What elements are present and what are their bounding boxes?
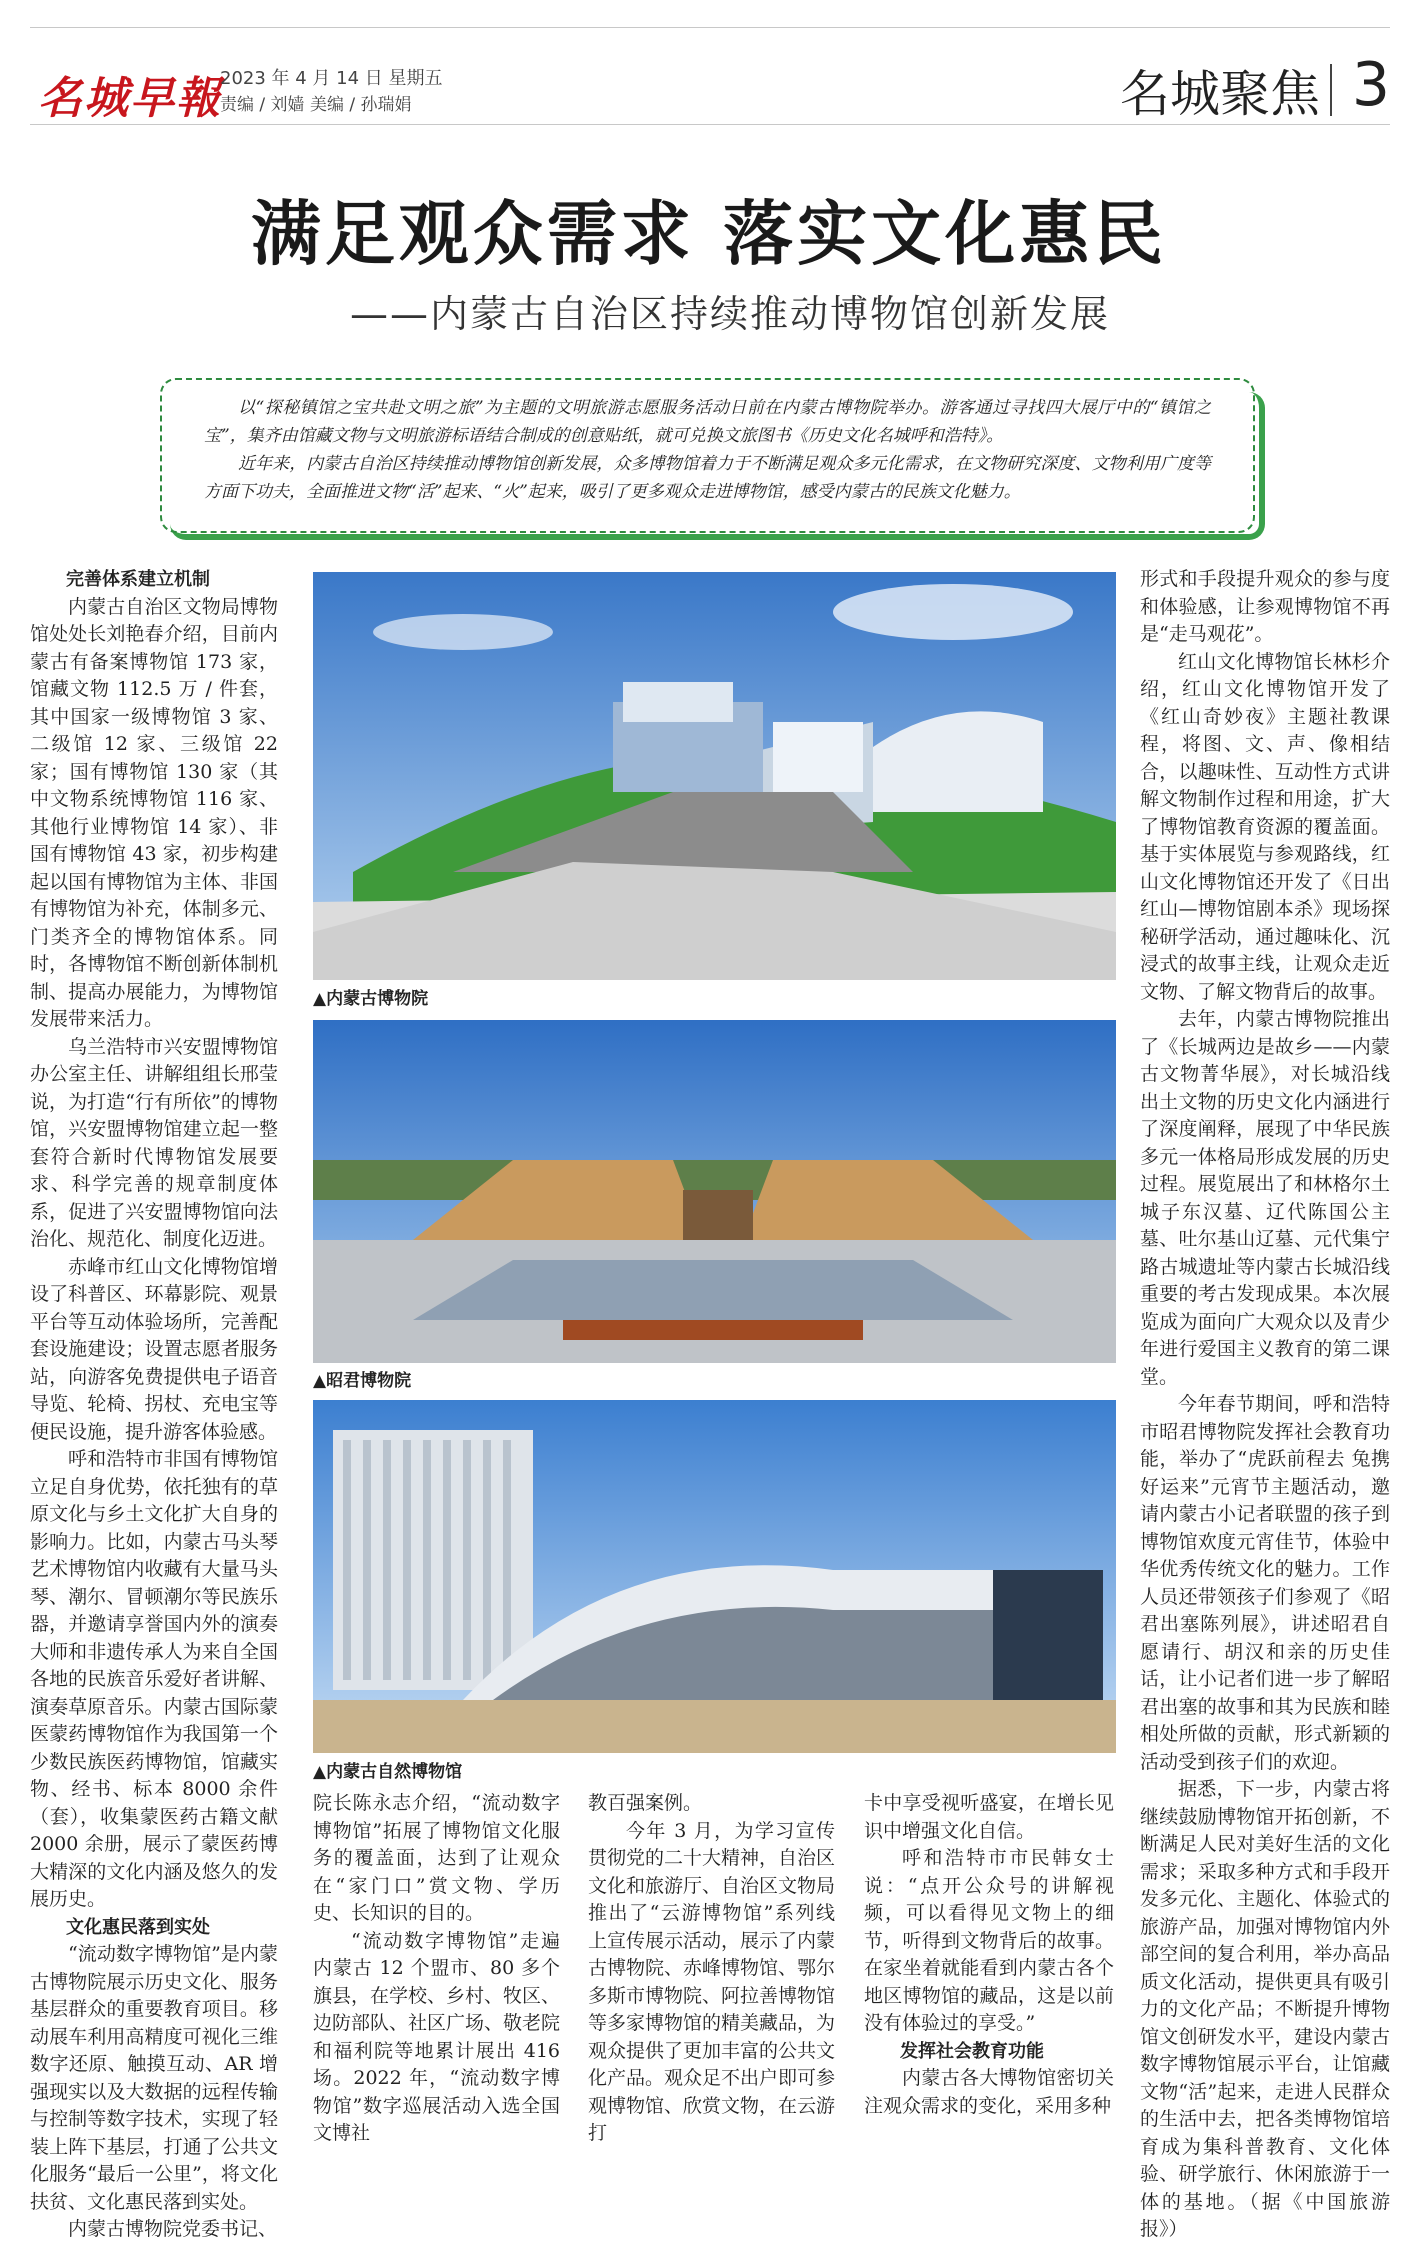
paragraph: 今年春节期间，呼和浩特市昭君博物院发挥社会教育功能，举办了“虎跃前程去 兔携好运来”元宵节主题活动，邀请内蒙古小记者联盟的孩子到博物馆欢度元宵佳节，体验中华优秀传统文化的魅力。工作人员还带领孩子们参观了《昭君出塞陈列展》，讲述昭君自愿请行、胡汉和亲的历史佳话，让小记者们进一步了解昭君出塞的故事和其为民族和睦相处所做的贡献，形式新颖的活动受到孩子们的欢迎。 (1140, 1393, 1390, 1773)
lead-paragraph-2: 近年来，内蒙古自治区持续推动博物馆创新发展，众多博物馆着力于不断满足观众多元化需求，在文物研究深度、文物利用广度等方面下功夫，全面推进文物“活”起来、“火”起来，吸引了更多观众走进博物馆，感受内蒙古的民族文化魅力。 (204, 454, 1211, 502)
museum-illustration (313, 1020, 1116, 1363)
section-title: 名城聚焦 (1120, 65, 1320, 123)
newspaper-logo: 名城早報 (38, 73, 222, 124)
page-number: 3 (1351, 50, 1390, 120)
museum-illustration (313, 1400, 1116, 1753)
editors-credit: 责编 / 刘嫱 美编 / 孙瑞娟 (220, 95, 412, 115)
paragraph: 呼和浩特市市民韩女士说：“点开公众号的讲解视频，可以看得见文物上的细节，听得到文物背后的故事。在家坐着就能看到内蒙古各个地区博物馆的藏品，这是以前没有体验过的享受。” (864, 1847, 1114, 2034)
paragraph: 内蒙古博物院党委书记、 (68, 2218, 278, 2240)
paragraph: 今年 3 月，为学习宣传贯彻党的二十大精神，自治区文化和旅游厅、自治区文物局推出了“云游博物馆”系列线上宣传展示活动，展示了内蒙古博物院、赤峰博物馆、鄂尔多斯市博物院、阿拉善博物馆等多家博物馆的精美藏品，为观众提供了更加丰富的公共文化产品。观众足不出户即可参观博物馆、欣赏文物，在云游打 (588, 1819, 836, 2144)
section-divider (1330, 64, 1332, 116)
subheadline: ——内蒙古自治区持续推动博物馆创新发展 (350, 292, 1111, 336)
paragraph: 据悉，下一步，内蒙古将继续鼓励博物馆开拓创新，不断满足人民对美好生活的文化需求；采取多种方式和手段开发多元化、主题化、体验式的旅游产品，加强对博物馆内外部空间的复合利用，举办高品质文化活动，提供更具有吸引力的文化产品；不断提升博物馆文创研发水平，建设内蒙古数字博物馆展示平台，让馆藏文物“活”起来，走进人民群众的生活中去，把各类博物馆培育成为集科普教育、文化体验、研学旅行、休闲旅游于一体的基地。（据《中国旅游报》） (1140, 1778, 1390, 2240)
photo-caption: ▲内蒙古自然博物馆 (313, 1762, 463, 1782)
subheading-system: 完善体系建立机制 (66, 569, 210, 590)
paragraph: 乌兰浩特市兴安盟博物馆办公室主任、讲解组组长邢莹说，为打造“行有所依”的博物馆，兴安盟博物馆建立起一整套符合新时代博物馆发展要求、科学完善的规章制度体系，促进了兴安盟博物馆向法治化、规范化、制度化迈进。 (30, 1035, 278, 1250)
column-1 (30, 566, 278, 2240)
column-3 (588, 1790, 836, 2144)
subheading-benefit: 文化惠民落到实处 (66, 1916, 210, 1938)
top-rule (30, 27, 1390, 28)
subheading-education: 发挥社会教育功能 (900, 2040, 1044, 2062)
paragraph: 卡中享受视听盛宴，在增长见识中增强文化自信。 (864, 1792, 1114, 1842)
paragraph: 形式和手段提升观众的参与度和体验感，让参观博物馆不再是“走马观花”。 (1140, 568, 1390, 645)
paragraph: 呼和浩特市非国有博物馆立足自身优势，依托独有的草原文化与乡土文化扩大自身的影响力。比如，内蒙古马头琴艺术博物馆内收藏有大量马头琴、潮尔、冒顿潮尔等民族乐器，并邀请享誉国内外的演奏大师和非遗传承人为来自全国各地的民族音乐爱好者讲解、演奏草原音乐。内蒙古国际蒙医蒙药博物馆作为我国第一个少数民族医药博物馆，馆藏实物、经书、标本 8000 余件（套），收集蒙医药古籍文献 2000 余册，展示了蒙医药博大精深的文化内涵及悠久的发展历史。 (30, 1448, 278, 1910)
photo-caption: ▲内蒙古博物院 (313, 989, 429, 1009)
paragraph: 红山文化博物馆长林杉介绍，红山文化博物馆开发了《红山奇妙夜》主题社教课程，将图、文、声、像相结合，以趣味性、互动性方式讲解文物制作过程和用途，扩大了博物馆教育资源的覆盖面。基于实体展览与参观路线，红山文化博物馆还开发了《日出红山—博物馆剧本杀》现场探秘研学活动，通过趣味化、沉浸式的故事主线，让观众走近文物、了解文物背后的故事。 (1140, 650, 1390, 1003)
photo-inner-mongolia-museum (313, 572, 1116, 980)
paragraph: 去年，内蒙古博物院推出了《长城两边是故乡——内蒙古文物菁华展》，对长城沿线出土文物的历史文化内涵进行了深度阐释，展现了中华民族多元一体格局形成发展的历史过程。展览展出了和林格尔土城子东汉墓、辽代陈国公主墓、吐尔基山辽墓、元代集宁路古城遗址等内蒙古长城沿线重要的考古发现成果。本次展览成为面向广大观众以及青少年进行爱国主义教育的第二课堂。 (1140, 1008, 1390, 1388)
paragraph: 教百强案例。 (588, 1792, 703, 1814)
issue-date: 2023 年 4 月 14 日 星期五 (220, 68, 443, 89)
column-2 (313, 1790, 561, 2144)
column-5 (1140, 566, 1390, 2240)
masthead (30, 50, 1390, 132)
paragraph: 院长陈永志介绍，“流动数字博物馆”拓展了博物馆文化服务的覆盖面，达到了让观众在“家门口”赏文物、学历史、长知识的目的。 (313, 1792, 560, 1924)
lead-paragraph-1: 以“探秘镇馆之宝共赴文明之旅”为主题的文明旅游志愿服务活动日前在内蒙古博物院举办。游客通过寻找四大展厅中的“镇馆之宝”，集齐由馆藏文物与文明旅游标语结合制成的创意贴纸，就可兑换文旅图书《历史文化名城呼和浩特》。 (204, 398, 1211, 446)
photo-caption: ▲昭君博物院 (313, 1371, 412, 1391)
paragraph: 赤峰市红山文化博物馆增设了科普区、环幕影院、观景平台等互动体验场所，完善配套设施建设；设置志愿者服务站，向游客免费提供电子语音导览、轮椅、拐杖、充电宝等便民设施，提升游客体验感。 (30, 1255, 278, 1443)
museum-illustration (313, 572, 1116, 980)
paragraph: “流动数字博物馆”走遍内蒙古 12 个盟市、80 多个旗县，在学校、乡村、牧区、边防部队、社区广场、敬老院和福利院等地累计展出 416 场。2022 年，“流动数字博物馆”数字巡展活动入选全国文博社 (313, 1929, 561, 2144)
paragraph: “流动数字博物馆”是内蒙古博物院展示历史文化、服务基层群众的重要教育项目。移动展车利用高精度可视化三维数字还原、触摸互动、AR 增强现实以及大数据的远程传输与控制等数字技术，实现了轻装上阵下基层，打通了公共文化服务“最后一公里”，将文化扶贫、文化惠民落到实处。 (30, 1943, 278, 2213)
column-4 (864, 1790, 1114, 2121)
photo-natural-history-museum (313, 1400, 1116, 1753)
headline: 满足观众需求 落实文化惠民 (250, 193, 1168, 275)
lead-box (160, 378, 1255, 533)
paragraph: 内蒙古自治区文物局博物馆处处长刘艳春介绍，目前内蒙古有备案博物馆 173 家，馆藏文物 112.5 万 / 件套，其中国家一级博物馆 3 家、二级馆 12 家、三级馆 22 家；国有博物馆 130 家（其中文物系统博物馆 116 家、其他行业博物馆 14 家）、非国有博物馆 43 家，初步构建起以国有博物馆为主体、非国有博物馆为补充，体制多元、门类齐全的博物馆体系。同时，各博物馆不断创新体制机制、提高办展能力，为博物馆发展带来活力。 (30, 595, 278, 1030)
paragraph: 内蒙古各大博物馆密切关注观众需求的变化，采用多种 (864, 2067, 1114, 2117)
photo-zhaojun-museum (313, 1020, 1116, 1363)
masthead-rule (30, 124, 1390, 125)
